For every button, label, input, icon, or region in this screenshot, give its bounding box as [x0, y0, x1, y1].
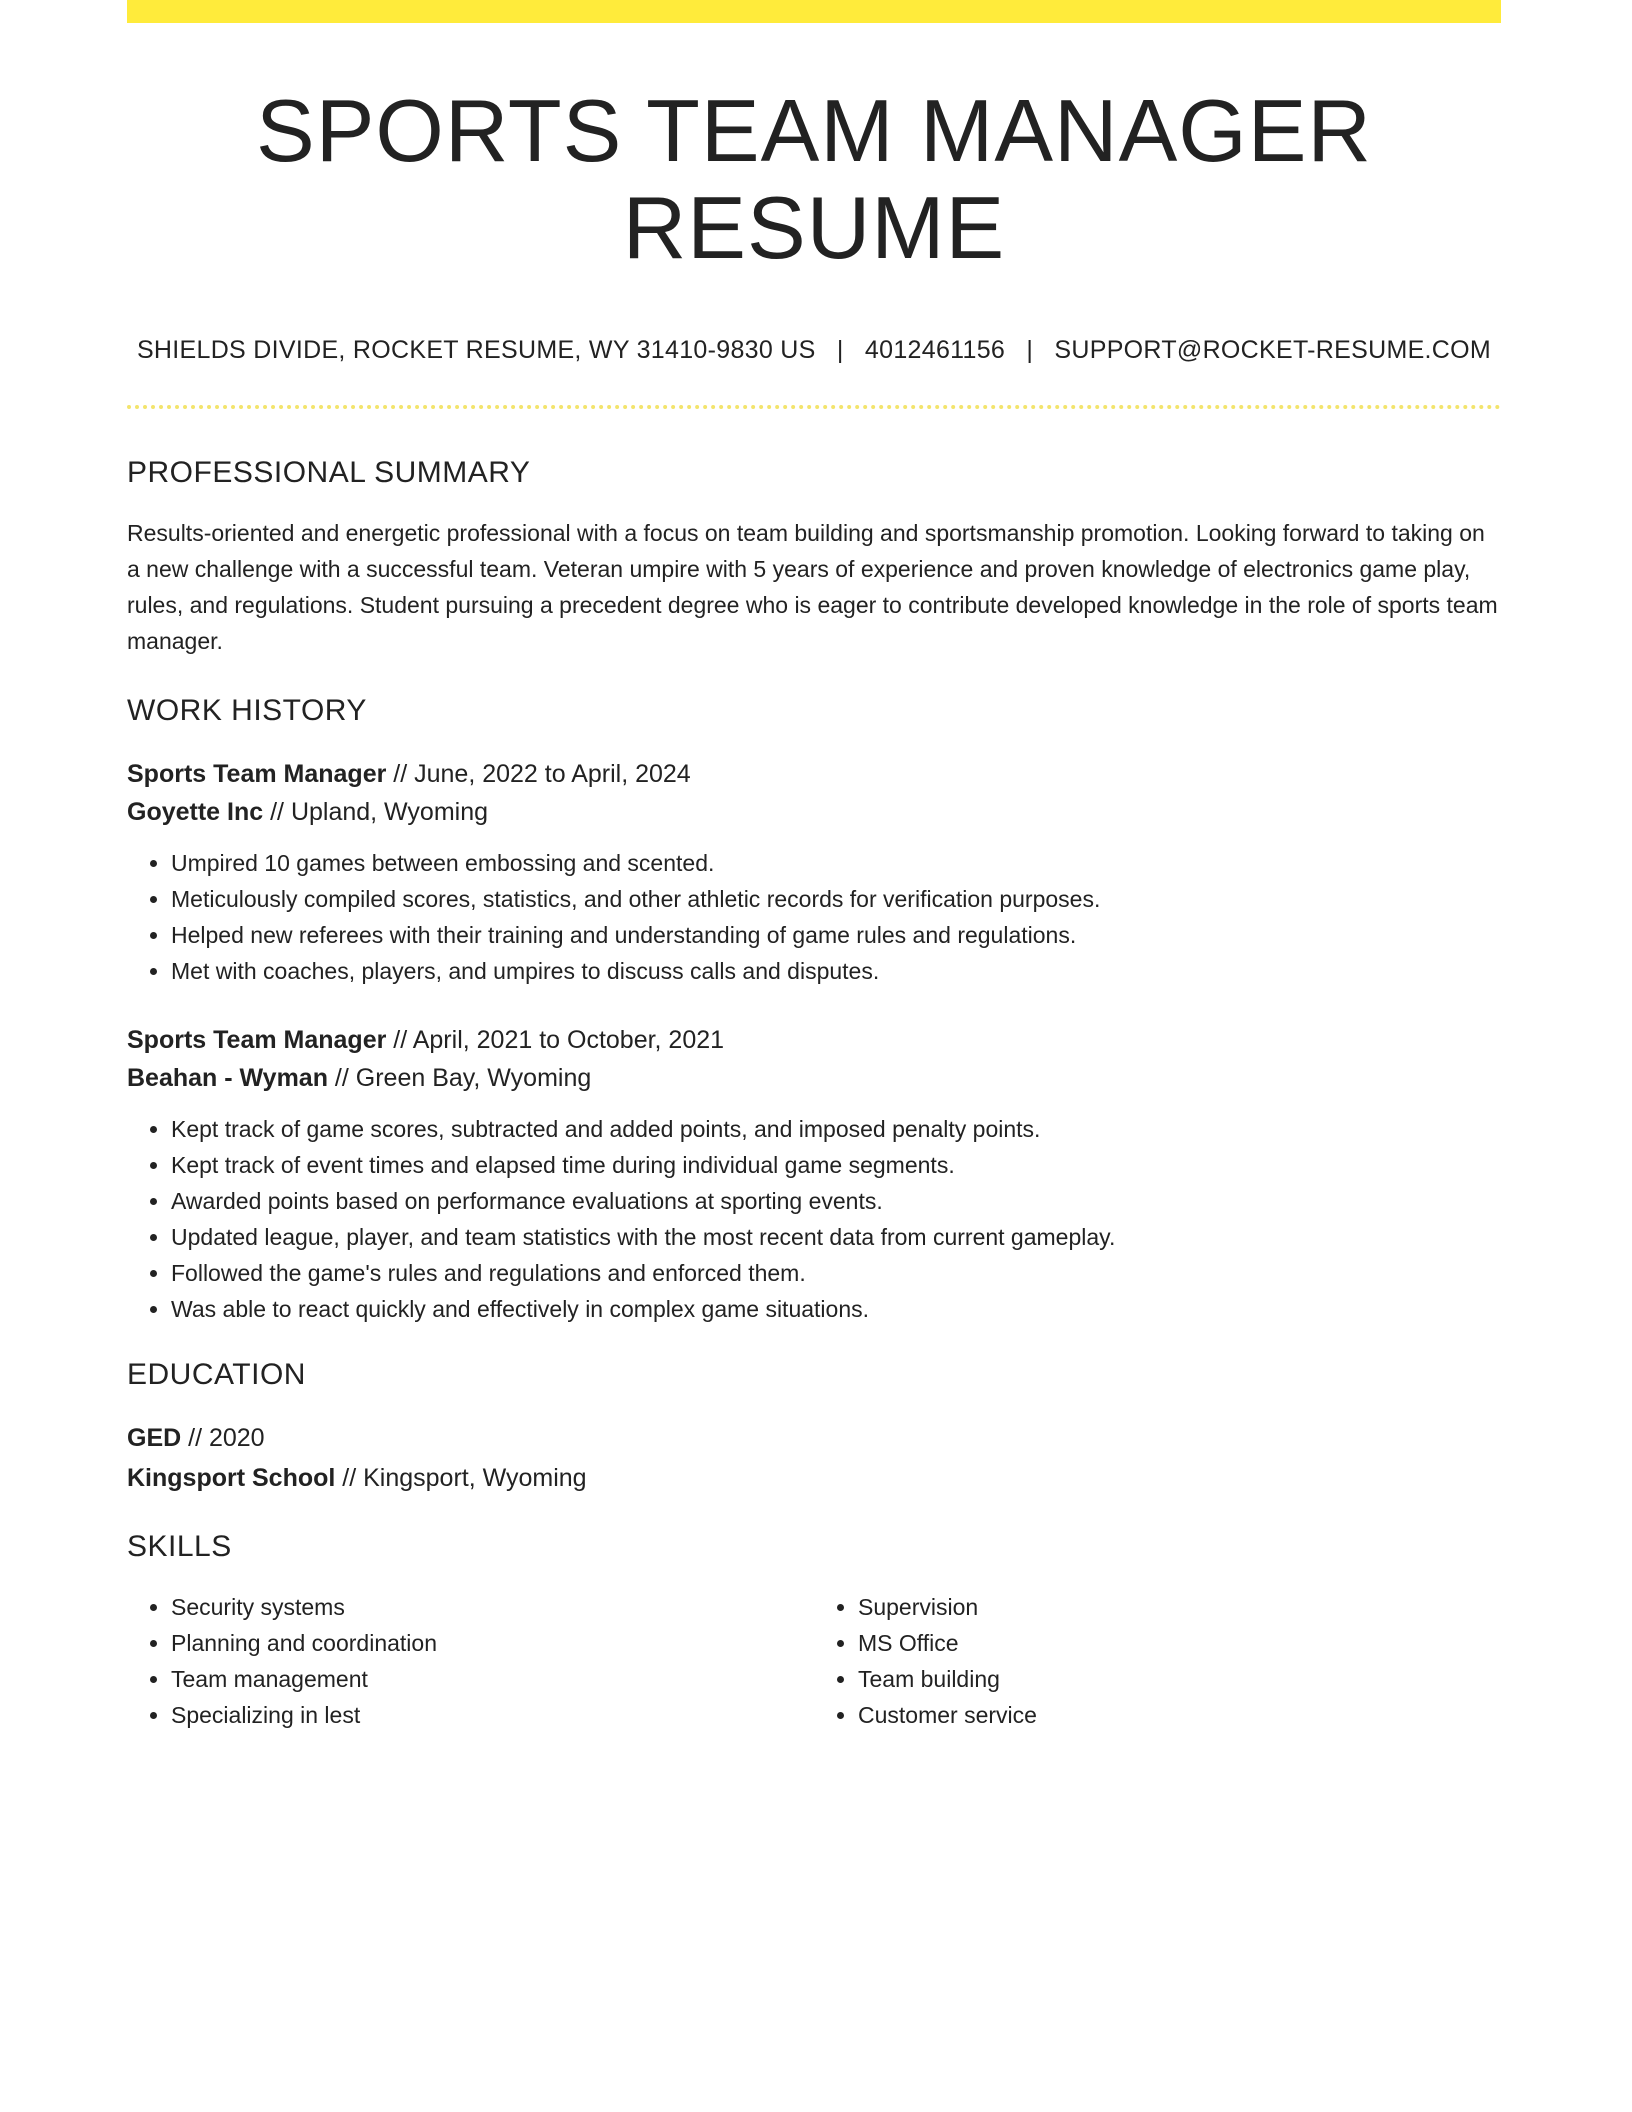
list-item: • Specializing in lest	[171, 1697, 814, 1733]
education-section	[127, 1357, 1501, 1497]
resume-page	[127, 0, 1501, 1733]
education-heading: EDUCATION	[127, 1357, 306, 1391]
summary-text: Results-oriented and energetic professional with a focus on team building and sportsmanship promotion. Looking forward to taking on a new challenge with a successful team. Veteran umpire with 5 years of experience and proven knowledge of electronics game play, rules, and regulations. Student pursuing a precedent degree who is eager to contribute developed knowledge in the role of sports team manager.	[127, 519, 1498, 654]
company-line	[127, 1059, 1501, 1097]
job-title-line	[127, 755, 1501, 793]
list-item: • Kept track of event times and elapsed time during individual game segments.	[171, 1147, 1501, 1183]
job-entry	[127, 1021, 1501, 1327]
education-degree: GED	[127, 1423, 182, 1452]
skills-section	[127, 1529, 1501, 1733]
header-divider	[127, 405, 1501, 409]
resume-title: SPORTS TEAM MANAGER RESUME	[256, 81, 1372, 277]
list-item: • Meticulously compiled scores, statistics, and other athletic records for verification purposes.	[171, 881, 1501, 917]
skills-heading: SKILLS	[127, 1529, 232, 1563]
education-year: // 2020	[181, 1423, 265, 1452]
summary-heading: PROFESSIONAL SUMMARY	[127, 455, 531, 489]
contact-address: SHIELDS DIVIDE, ROCKET RESUME, WY 31410-9830 US	[136, 335, 816, 364]
job-bullets	[127, 845, 1501, 989]
contact-phone: 4012461156	[864, 335, 1006, 364]
job-entry	[127, 755, 1501, 989]
list-item: • Was able to react quickly and effectively in complex game situations.	[171, 1291, 1501, 1327]
company-location: // Upland, Wyoming	[263, 797, 489, 826]
contact-line	[127, 335, 1501, 365]
accent-top-bar	[127, 0, 1501, 23]
education-school-line	[127, 1459, 1501, 1497]
job-role: Sports Team Manager	[127, 1025, 387, 1054]
list-item: • Planning and coordination	[171, 1625, 814, 1661]
skills-list-right	[814, 1589, 1501, 1733]
work-history-heading: WORK HISTORY	[127, 693, 367, 727]
list-item: • Umpired 10 games between embossing and scented.	[171, 845, 1501, 881]
company-line	[127, 793, 1501, 831]
list-item: • Followed the game's rules and regulations and enforced them.	[171, 1255, 1501, 1291]
contact-separator: |	[836, 335, 844, 364]
company-location: // Green Bay, Wyoming	[327, 1063, 592, 1092]
list-item: • Security systems	[171, 1589, 814, 1625]
job-role: Sports Team Manager	[127, 759, 387, 788]
education-location: // Kingsport, Wyoming	[335, 1463, 587, 1492]
job-title-line	[127, 1021, 1501, 1059]
company-name: Beahan - Wyman	[127, 1063, 328, 1092]
education-school: Kingsport School	[127, 1463, 336, 1492]
skills-list-left	[127, 1589, 814, 1733]
job-dates: // June, 2022 to April, 2024	[386, 759, 691, 788]
list-item: • Updated league, player, and team statistics with the most recent data from current gameplay.	[171, 1219, 1501, 1255]
education-degree-line	[127, 1419, 1501, 1457]
list-item: • Supervision	[858, 1589, 1501, 1625]
skills-columns	[127, 1589, 1501, 1733]
list-item: • Team building	[858, 1661, 1501, 1697]
work-history-section	[127, 693, 1501, 1327]
list-item: • Team management	[171, 1661, 814, 1697]
list-item: • Awarded points based on performance evaluations at sporting events.	[171, 1183, 1501, 1219]
list-item: • Met with coaches, players, and umpires to discuss calls and disputes.	[171, 953, 1501, 989]
contact-email: SUPPORT@ROCKET-RESUME.COM	[1054, 335, 1492, 364]
company-name: Goyette Inc	[127, 797, 264, 826]
list-item: • Helped new referees with their training and understanding of game rules and regulations.	[171, 917, 1501, 953]
list-item: • MS Office	[858, 1625, 1501, 1661]
list-item: • Customer service	[858, 1697, 1501, 1733]
contact-separator: |	[1026, 335, 1034, 364]
list-item: • Kept track of game scores, subtracted and added points, and imposed penalty points.	[171, 1111, 1501, 1147]
job-dates: // April, 2021 to October, 2021	[386, 1025, 725, 1054]
summary-section	[127, 455, 1501, 659]
job-bullets	[127, 1111, 1501, 1327]
